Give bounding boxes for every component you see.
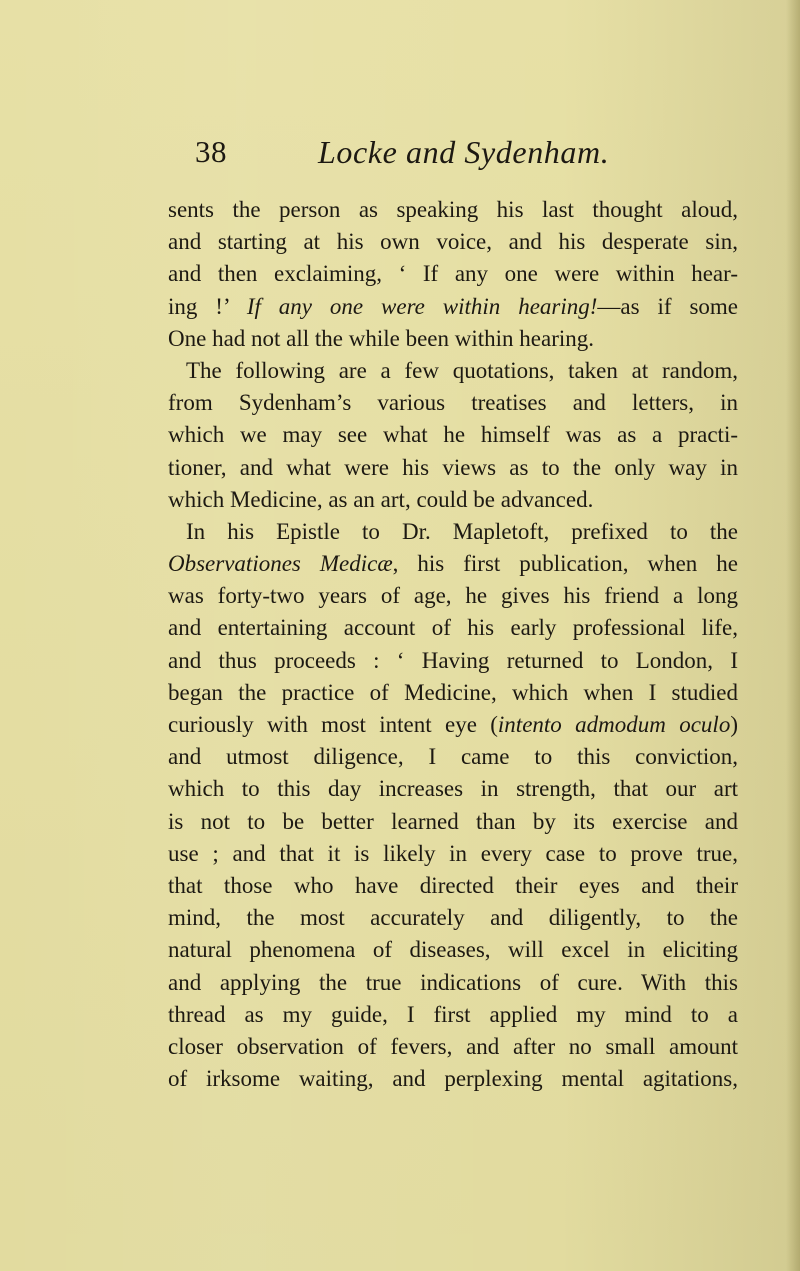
text-line [168,258,738,290]
text-line [168,806,738,838]
text-line [168,387,738,419]
text-line [168,516,738,548]
text-segment: mind, the most accurately and diligently, to the [168,905,738,931]
text-line [168,645,738,677]
text-line [168,677,738,709]
text-line [168,323,738,355]
body-text [168,194,738,1095]
text-segment: curiously with most intent eye ( [168,712,498,737]
text-line [168,226,738,258]
running-head [0,132,800,182]
italic-segment: Observationes Medicæ [168,551,393,577]
text-segment: and utmost diligence, I came to this conviction, [168,744,738,770]
italic-segment: If any one were within hearing! [246,293,598,319]
text-segment: ing !’ [168,293,247,319]
text-segment: which to this day increases in strength, that our art [168,776,738,802]
text-segment: was forty-two years of age, he gives his friend a long [168,583,738,609]
text-line [168,999,738,1031]
text-segment: tioner, and what were his views as to the only way in [168,454,738,480]
text-segment: is not to be better learned than by its exercise and [168,808,738,834]
text-segment: natural phenomena of diseases, will excel in eliciting [168,937,738,963]
text-segment: sents the person as speaking his last thought aloud, [168,197,738,222]
text-segment: ) [730,712,738,737]
text-line [168,194,738,226]
text-line [168,1063,738,1095]
text-line [168,484,738,516]
text-line [168,709,738,741]
text-segment: use ; and that it is likely in every case to prove true, [168,840,738,866]
italic-segment: intento admodum oculo [497,712,731,737]
text-segment: and starting at his own voice, and his desperate sin, [168,229,738,255]
text-segment: In his Epistle to Dr. Mapletoft, prefixed to the [186,518,738,544]
running-title: Locke and Sydenham. [318,134,610,170]
text-line [168,1031,738,1063]
text-segment: thread as my guide, I first applied my mind to a [168,1001,738,1027]
text-line [168,838,738,870]
page-number: 38 [195,134,227,169]
text-segment: The following are a few quotations, taken at random, [186,357,738,383]
text-line [168,419,738,451]
text-segment: One had not all the while been within hearing. [168,325,595,351]
text-line [168,612,738,644]
text-segment: from Sydenham’s various treatises and letters, in [168,390,738,416]
text-line [168,773,738,805]
text-line [168,741,738,773]
text-line [168,452,738,484]
text-segment: and thus proceeds : ‘ Having returned to London, I [168,647,738,673]
text-line [168,967,738,999]
text-segment: —as if some [597,293,738,319]
text-segment: and applying the true indications of cure. With this [168,969,738,995]
page-edge-shadow [786,0,800,1271]
text-line [168,870,738,902]
text-line [168,355,738,387]
text-line [168,291,738,323]
text-segment: which we may see what he himself was as a practi- [168,422,738,448]
text-segment: closer observation of fevers, and after no small amount [168,1033,738,1059]
text-line [168,934,738,966]
text-segment: began the practice of Medicine, which when I studied [168,679,738,705]
text-segment: of irksome waiting, and perplexing mental agitations, [168,1066,738,1092]
text-segment: and then exclaiming, ‘ If any one were within hear- [168,261,738,287]
text-line [168,902,738,934]
text-segment: and entertaining account of his early professional life, [168,615,738,641]
text-segment: , his first publication, when he [392,551,738,577]
text-segment: which Medicine, as an art, could be advanced. [168,486,594,512]
text-line [168,548,738,580]
text-line [168,580,738,612]
text-segment: that those who have directed their eyes and their [168,872,738,898]
